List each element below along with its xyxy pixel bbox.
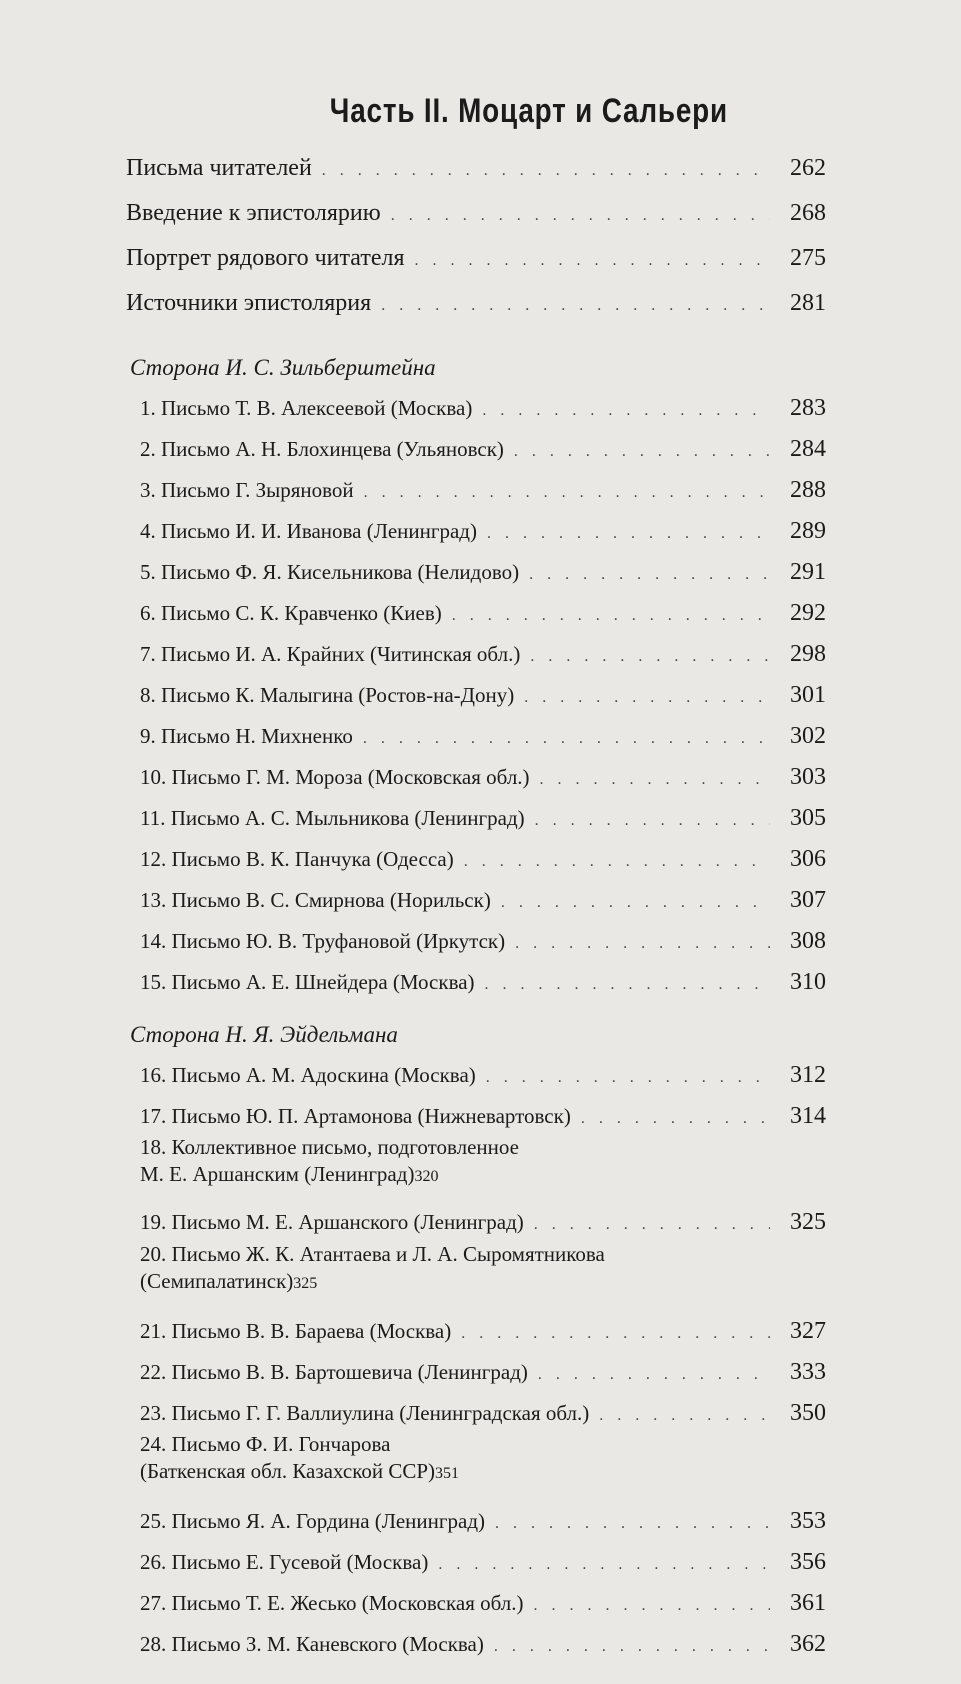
dot-leader <box>540 771 770 789</box>
dot-leader <box>599 1407 770 1425</box>
toc-entry-title-line: 24. Письмо Ф. И. Гончарова <box>140 1432 391 1456</box>
dot-leader <box>530 648 770 666</box>
toc-entry <box>140 600 826 627</box>
toc-entry <box>140 559 826 586</box>
toc-entry-title: 16. Письмо А. М. Адоскина (Москва) <box>140 1063 476 1087</box>
toc-entry-page: 291 <box>790 559 826 585</box>
toc-entry-title: 5. Письмо Ф. Я. Кисельникова (Нелидово) <box>140 560 520 584</box>
toc-entry <box>140 1631 826 1658</box>
dot-leader <box>535 812 770 830</box>
toc-entry-page: 288 <box>790 477 826 503</box>
toc-entry-title: 17. Письмо Ю. П. Артамонова (Нижневартовск) <box>140 1104 571 1128</box>
toc-entry-title: Письма читателей <box>126 155 312 181</box>
toc-entry-page: 303 <box>790 764 826 790</box>
toc-entry <box>140 969 826 996</box>
toc-entry-title: 3. Письмо Г. Зыряновой <box>140 478 354 502</box>
toc-entry-title: 23. Письмо Г. Г. Валлиулина (Ленинградская обл.) <box>140 1401 590 1425</box>
part-heading: Часть II. Моцарт и Сальери <box>329 92 728 130</box>
toc-entry-page: 356 <box>790 1549 826 1575</box>
toc-entry <box>140 764 826 791</box>
toc-entry <box>140 1062 826 1089</box>
dot-leader <box>581 1110 770 1128</box>
section-title: Сторона И. С. Зильберштейна <box>130 355 436 380</box>
toc-entry <box>140 1432 826 1484</box>
toc-entry-page: 325 <box>790 1209 826 1235</box>
toc-entry <box>140 477 826 504</box>
toc-entry <box>126 290 826 317</box>
dot-leader <box>501 894 770 912</box>
toc-entry-title: (Семипалатинск) <box>140 1269 294 1293</box>
toc-entry <box>140 1508 826 1535</box>
toc-entry <box>140 1135 826 1187</box>
toc-entry-title: Введение к эпистолярию <box>126 200 381 226</box>
toc-entry-page: 351 <box>435 1465 460 1482</box>
dot-leader <box>495 1515 770 1533</box>
toc-entry-page: 283 <box>790 395 826 421</box>
toc-entry-page: 281 <box>790 290 826 316</box>
dot-leader <box>485 976 770 994</box>
toc-entry-page: 353 <box>790 1508 826 1534</box>
toc-entry <box>126 245 826 272</box>
toc-entry-page: 350 <box>790 1400 826 1426</box>
toc-entry-title: (Баткенская обл. Казахской ССР) <box>140 1459 436 1483</box>
dot-leader <box>529 566 770 584</box>
toc-entry-page: 302 <box>790 723 826 749</box>
toc-entry <box>140 1590 826 1617</box>
toc-entry-title: 8. Письмо К. Малыгина (Ростов-на-Дону) <box>140 683 515 707</box>
toc-entry-title: 11. Письмо А. С. Мыльникова (Ленинград) <box>140 806 525 830</box>
toc-entry-page: 268 <box>790 200 826 226</box>
toc-entry <box>140 846 826 873</box>
dot-leader <box>487 525 770 543</box>
dot-leader <box>534 1597 770 1615</box>
dot-leader <box>534 1216 770 1234</box>
toc-entry <box>126 200 826 227</box>
toc-entry <box>140 641 826 668</box>
toc-entry-page: 305 <box>790 805 826 831</box>
toc-entry-title: 12. Письмо В. К. Панчука (Одесса) <box>140 847 454 871</box>
dot-leader <box>363 730 770 748</box>
dot-leader <box>482 402 770 420</box>
dot-leader <box>414 252 770 270</box>
toc-entry <box>140 1359 826 1386</box>
toc-entry-page: 361 <box>790 1590 826 1616</box>
toc-entry-title: 10. Письмо Г. М. Мороза (Московская обл.) <box>140 765 530 789</box>
dot-leader <box>515 935 770 953</box>
dot-leader <box>391 207 770 225</box>
toc-entry <box>140 436 826 463</box>
dot-leader <box>514 443 770 461</box>
toc-entry <box>140 518 826 545</box>
dot-leader <box>486 1069 770 1087</box>
toc-entry <box>140 928 826 955</box>
toc-entry <box>140 1209 826 1236</box>
dot-leader <box>494 1638 770 1656</box>
toc-entry-title: 4. Письмо И. И. Иванова (Ленинград) <box>140 519 477 543</box>
toc-entry <box>140 805 826 832</box>
toc-entry-page: 310 <box>790 969 826 995</box>
dot-leader <box>452 607 770 625</box>
dot-leader <box>438 1556 770 1574</box>
toc-entry-title: М. Е. Аршанским (Ленинград) <box>140 1162 415 1186</box>
toc-entry <box>140 1549 826 1576</box>
toc-entry-page: 312 <box>790 1062 826 1088</box>
toc-entry-title: 1. Письмо Т. В. Алексеевой (Москва) <box>140 396 473 420</box>
toc-entry-page: 262 <box>790 155 826 181</box>
toc-entry-page: 362 <box>790 1631 826 1657</box>
dot-leader <box>538 1366 770 1384</box>
toc-entry-page: 284 <box>790 436 826 462</box>
toc-entry <box>140 1400 826 1427</box>
toc-entry <box>140 395 826 422</box>
dot-leader <box>464 853 770 871</box>
toc-entry-page: 314 <box>790 1103 826 1129</box>
toc-entry-title: 21. Письмо В. В. Бараева (Москва) <box>140 1319 452 1343</box>
toc-entry-title: 6. Письмо С. К. Кравченко (Киев) <box>140 601 442 625</box>
toc-entry-title: Источники эпистолярия <box>126 290 372 316</box>
toc-entry <box>140 682 826 709</box>
toc-entry-title: 26. Письмо Е. Гусевой (Москва) <box>140 1550 429 1574</box>
toc-entry-title: Портрет рядового читателя <box>126 245 405 271</box>
toc-entry <box>140 1242 826 1294</box>
toc-entry-title-line: 20. Письмо Ж. К. Атантаева и Л. А. Сыромятникова <box>140 1242 605 1266</box>
dot-leader <box>381 297 770 315</box>
toc-entry-title: 2. Письмо А. Н. Блохинцева (Ульяновск) <box>140 437 504 461</box>
dot-leader <box>461 1325 770 1343</box>
toc-entry-title: 19. Письмо М. Е. Аршанского (Ленинград) <box>140 1210 524 1234</box>
toc-entry-page: 325 <box>293 1275 318 1292</box>
toc-entry-page: 289 <box>790 518 826 544</box>
toc-entry <box>126 155 826 182</box>
toc-entry <box>140 887 826 914</box>
toc-entry-title: 9. Письмо Н. Михненко <box>140 724 353 748</box>
toc-entry-page: 298 <box>790 641 826 667</box>
toc-entry-title: 27. Письмо Т. Е. Жесько (Московская обл.) <box>140 1591 524 1615</box>
toc-entry <box>140 723 826 750</box>
toc-entry-page: 301 <box>790 682 826 708</box>
dot-leader <box>364 484 770 502</box>
toc-entry-page: 327 <box>790 1318 826 1344</box>
toc-entry-page: 333 <box>790 1359 826 1385</box>
toc-entry-page: 320 <box>414 1168 439 1185</box>
dot-leader <box>322 162 770 180</box>
toc-entry <box>140 1103 826 1130</box>
dot-leader <box>524 689 770 707</box>
section-title: Сторона Н. Я. Эйдельмана <box>130 1022 398 1047</box>
toc-entry <box>140 1318 826 1345</box>
toc-entry-title: 15. Письмо А. Е. Шнейдера (Москва) <box>140 970 475 994</box>
toc-entry-title: 7. Письмо И. А. Крайних (Читинская обл.) <box>140 642 521 666</box>
toc-entry-page: 292 <box>790 600 826 626</box>
toc-entry-page: 275 <box>790 245 826 271</box>
toc-entry-title: 22. Письмо В. В. Бартошевича (Ленинград) <box>140 1360 528 1384</box>
toc-entry-page: 306 <box>790 846 826 872</box>
toc-entry-title-line: 18. Коллективное письмо, подготовленное <box>140 1135 519 1159</box>
toc-entry-page: 307 <box>790 887 826 913</box>
toc-entry-title: 14. Письмо Ю. В. Труфановой (Иркутск) <box>140 929 506 953</box>
toc-entry-page: 308 <box>790 928 826 954</box>
toc-entry-title: 13. Письмо В. С. Смирнова (Норильск) <box>140 888 491 912</box>
toc-entry-title: 28. Письмо З. М. Каневского (Москва) <box>140 1632 484 1656</box>
toc-entry-title: 25. Письмо Я. А. Гордина (Ленинград) <box>140 1509 486 1533</box>
